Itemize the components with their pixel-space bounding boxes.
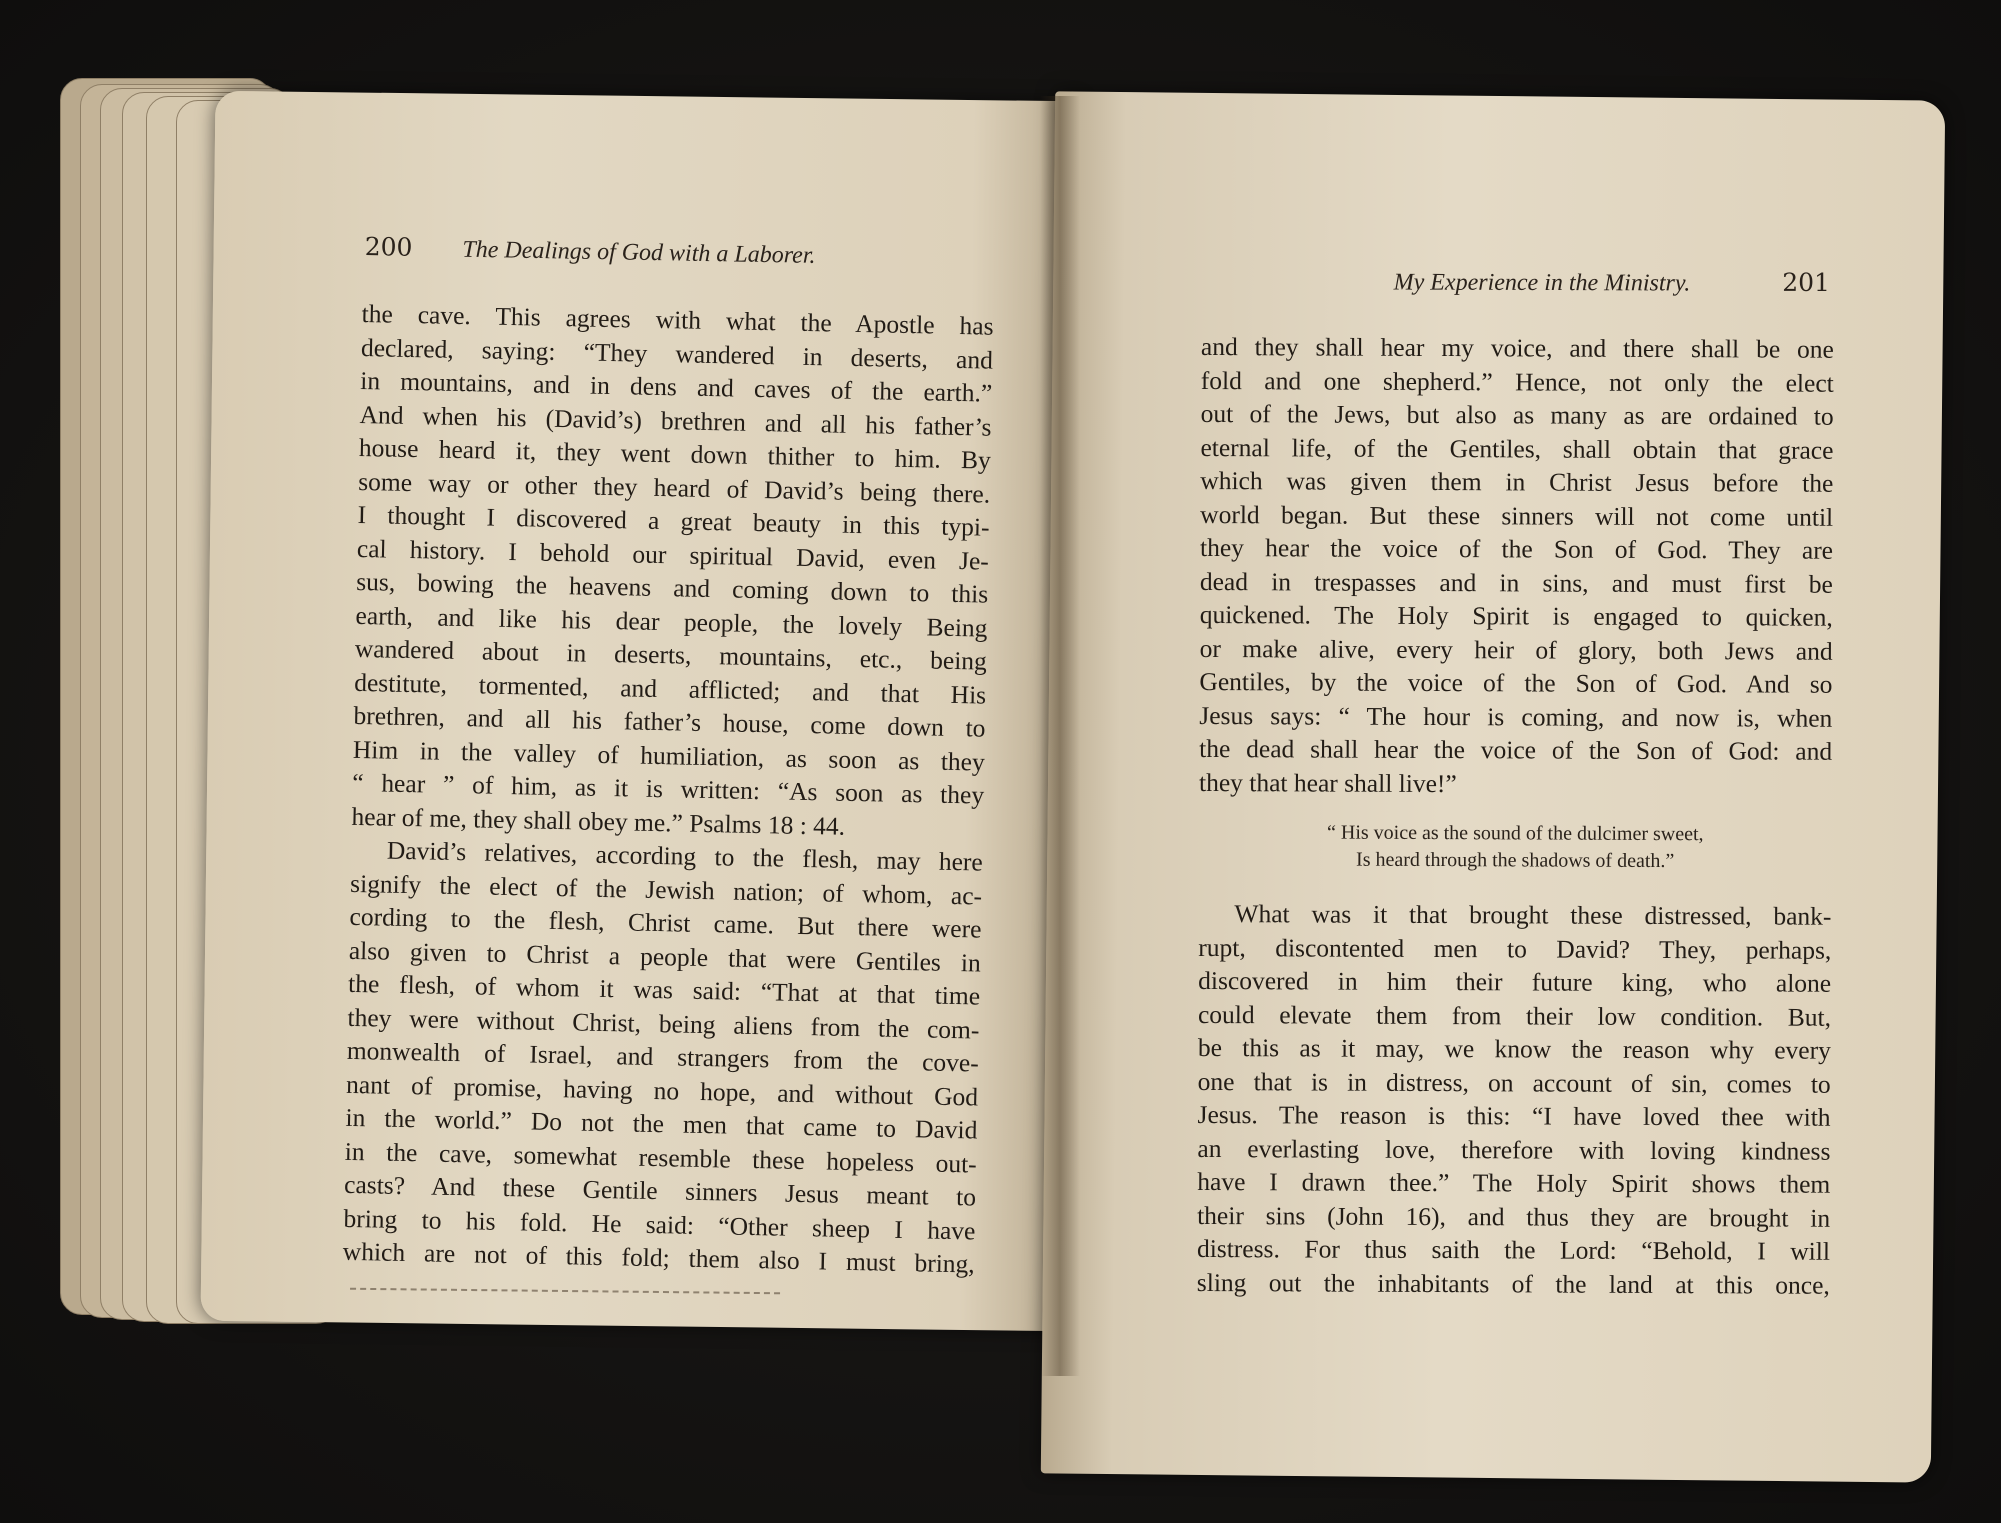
- text-line: also given to Christ a people that were Gentiles in: [348, 935, 982, 978]
- text-line: nant of promise, having no hope, and without God: [345, 1069, 979, 1112]
- right-running-head: [1330, 266, 1830, 298]
- text-line: in the world.” Do not the men that came to David: [345, 1102, 978, 1145]
- text-line: and they shall hear my voice, and there shall be one: [1200, 331, 1834, 364]
- right-text-column: [1197, 330, 1834, 1302]
- text-line: sling out the inhabitants of the land at this once,: [1196, 1267, 1830, 1300]
- text-line: hear of me, they shall obey me.” Psalms 18 : 44.: [351, 801, 846, 841]
- text-line: discovered in him their future king, who alone: [1198, 965, 1832, 998]
- text-line: David’s relatives, according to the flesh, may here: [386, 835, 984, 877]
- text-line: an everlasting love, therefore with loving kindness: [1197, 1133, 1831, 1166]
- text-line: casts? And these Gentile sinners Jesus meant to: [343, 1169, 977, 1212]
- text-line: have I drawn thee.” The Holy Spirit shows them: [1197, 1166, 1831, 1199]
- text-line: be this as it may, we know the reason why every: [1197, 1032, 1831, 1065]
- left-page-number: 200: [364, 232, 413, 262]
- text-line: world began. But these sinners will not come until: [1200, 499, 1834, 532]
- text-line: And when his (David’s) brethren and all his father’s: [359, 399, 992, 442]
- text-line: rupt, discontented men to David? They, perhaps,: [1198, 932, 1832, 965]
- text-line: they were without Christ, being aliens from the com-: [347, 1002, 980, 1045]
- text-line: or make alive, every heir of glory, both Jews and: [1199, 633, 1833, 666]
- text-line: wandered about in deserts, mountains, etc., being: [354, 633, 988, 676]
- text-line: could elevate them from their low condition. But,: [1197, 999, 1832, 1032]
- text-line: earth, and like his dear people, the lovely Being: [355, 600, 988, 643]
- text-line: What was it that brought these distressed, bank-: [1234, 899, 1832, 931]
- text-line: the flesh, of whom it was said: “That at that time: [347, 968, 981, 1011]
- text-line: their sins (John 16), and thus they are brought in: [1197, 1200, 1831, 1233]
- text-line: they hear the voice of the Son of God. They are: [1199, 532, 1834, 565]
- verse-quote: [1199, 819, 1832, 876]
- text-line: distress. For thus saith the Lord: “Behold, I will: [1196, 1233, 1831, 1266]
- text-line: Jesus says: “ The hour is coming, and now is, when: [1199, 700, 1833, 733]
- text-line: bring to his fold. He said: “Other sheep I have: [343, 1203, 976, 1245]
- text-line: cal history. I behold our spiritual David, even Je-: [356, 533, 990, 576]
- text-line: Him in the valley of humiliation, as soon as they: [352, 734, 986, 777]
- text-line: the dead shall hear the voice of the Son of God: and: [1199, 733, 1833, 766]
- text-line: one that is in distress, on account of sin, comes to: [1197, 1066, 1831, 1099]
- text-line: quickened. The Holy Spirit is engaged to quicken,: [1199, 599, 1833, 632]
- left-text-column: [343, 297, 994, 1281]
- text-line: “ hear ” of him, as it is written: “As soon as they: [351, 767, 985, 810]
- text-line: declared, saying: “They wandered in deserts, and: [360, 332, 994, 375]
- quote-line: “ His voice as the sound of the dulcimer sweet,: [1326, 821, 1704, 846]
- right-running-title: My Experience in the Ministry.: [1393, 269, 1691, 297]
- text-line: eternal life, of the Gentiles, shall obtain that grace: [1200, 432, 1834, 465]
- text-line: in the cave, somewhat resemble these hopeless out-: [344, 1136, 978, 1179]
- text-line: I thought I discovered a great beauty in this typi-: [357, 499, 990, 542]
- text-line: house heard it, they went down thither to him. By: [358, 432, 992, 475]
- text-line: the cave. This agrees with what the Apostle has: [361, 298, 994, 341]
- text-line: cording to the flesh, Christ came. But there were: [349, 901, 982, 944]
- text-line: which was given them in Christ Jesus before the: [1200, 465, 1834, 498]
- text-line: Jesus. The reason is this: “I have loved thee with: [1197, 1099, 1831, 1132]
- text-line: out of the Jews, but also as many as are ordained to: [1200, 398, 1834, 431]
- left-running-title: The Dealings of God with a Laborer.: [462, 236, 816, 269]
- text-line: which are not of this fold; them also I must bring,: [342, 1236, 976, 1279]
- text-line: Gentiles, by the voice of the Son of God. And so: [1199, 666, 1833, 699]
- text-line: fold and one shepherd.” Hence, not only the elect: [1200, 365, 1834, 398]
- text-line: in mountains, and in dens and caves of the earth.”: [360, 365, 993, 408]
- quote-line: Is heard through the shadows of death.”: [1356, 848, 1675, 873]
- text-line: brethren, and all his father’s house, come down to: [353, 700, 986, 743]
- text-line: signify the elect of the Jewish nation; of whom, ac-: [349, 868, 983, 911]
- right-page-number: 201: [1782, 267, 1830, 297]
- text-line: destitute, tormented, and afflicted; and that His: [353, 667, 987, 710]
- text-line: dead in trespasses and in sins, and must first be: [1199, 566, 1833, 599]
- text-line: some way or other they heard of David’s being there.: [358, 466, 991, 509]
- text-line: they that hear shall live!”: [1198, 767, 1457, 798]
- text-line: sus, bowing the heavens and coming down to this: [355, 566, 989, 609]
- text-line: monwealth of Israel, and strangers from the cove-: [346, 1035, 980, 1078]
